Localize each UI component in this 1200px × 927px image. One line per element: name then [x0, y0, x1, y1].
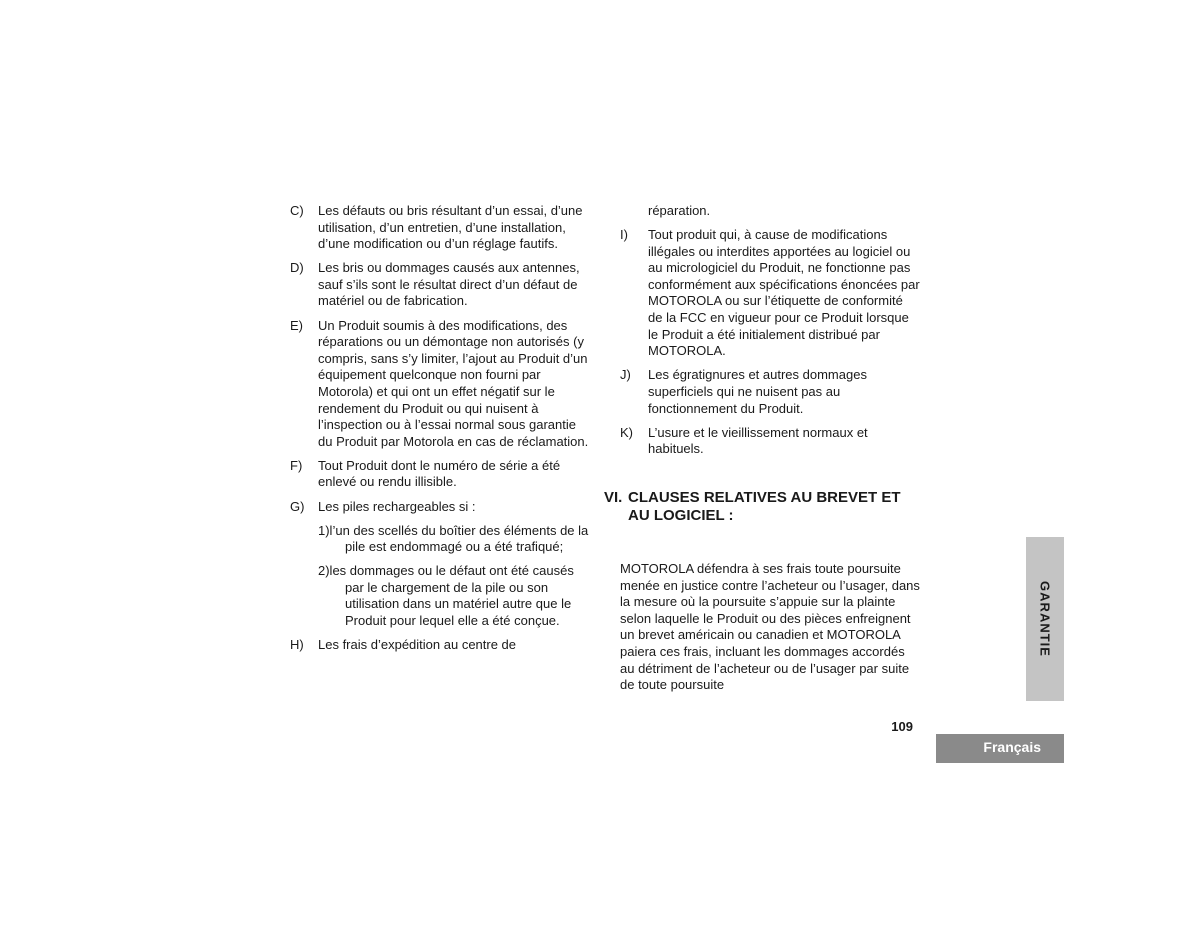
list-marker: K) — [620, 424, 633, 440]
side-tab-label: GARANTIE — [1037, 581, 1053, 657]
list-item-text: Les égratignures et autres dommages superficiels qui ne nuisent pas au fonctionnement du Produit. — [648, 367, 867, 416]
section-side-tab — [1026, 537, 1064, 701]
continuation-text: réparation. — [648, 203, 711, 218]
list-item — [290, 260, 590, 310]
list-item-text: Les frais d’expédition au centre de — [318, 637, 517, 653]
section-number: VI. — [604, 489, 623, 506]
sub-list-item: 1)l’un des scellés du boîtier des éléments de la pile est endommagé ou a été trafiqué; — [318, 522, 589, 555]
left-column — [290, 203, 590, 661]
list-item — [290, 499, 590, 516]
list-item-text: Tout produit qui, à cause de modifications illégales ou interdites apportées au logiciel ou au micrologiciel du Produit, ne fonctionne pas conformément aux spécifications énoncées par MOTOROLA ou sur l’étiquette de conformité de la FCC en vigueur pour ce Produit lorsque le Produit a été initialement distribué par MOTOROLA. — [648, 227, 920, 359]
section-title: CLAUSES RELATIVES AU BREVET ET AU LOGICIEL : — [628, 489, 901, 524]
list-marker: D) — [290, 260, 304, 276]
section-heading — [604, 489, 924, 525]
list-marker: E) — [290, 317, 303, 333]
page-number: 109 — [891, 719, 913, 734]
list-marker: G) — [290, 498, 305, 514]
list-marker: J) — [620, 367, 631, 383]
list-item — [290, 637, 590, 654]
list-marker: C) — [290, 203, 304, 218]
right-column — [620, 203, 920, 465]
list-item-text: Les bris ou dommages causés aux antennes, sauf s’ils sont le résultat direct d’un défaut de matériel ou de fabrication. — [318, 260, 580, 309]
language-tab: Français — [936, 734, 1064, 763]
sub-list-item: 2)les dommages ou le défaut ont été causés par le chargement de la pile ou son utilisation dans un matériel autre que le Produit pour lequel elle a été conçue. — [318, 563, 574, 629]
list-item — [620, 367, 920, 417]
list-item-text: Un Produit soumis à des modifications, des réparations ou un démontage non autorisés (y compris, sans s’y limiter, l’ajout au Produit d’un équipement quelconque non fourni par Motorola) et qui ont un effet négatif sur le rendement du Produit ou qui nuisent à l’inspection ou à l’essai normal sous garantie du Produit par Motorola en cas de réclamation. — [318, 317, 589, 449]
list-item — [290, 318, 590, 451]
list-marker: H) — [290, 637, 304, 653]
list-marker: F) — [290, 457, 303, 473]
list-item — [620, 227, 920, 360]
list-marker: I) — [620, 227, 628, 243]
list-item — [290, 458, 590, 491]
list-item-text: Les piles rechargeables si : — [318, 498, 476, 514]
list-item-text: L’usure et le vieillissement normaux et habituels. — [648, 424, 868, 457]
list-item — [290, 203, 590, 253]
list-item — [620, 425, 920, 458]
section-paragraph: MOTOROLA défendra à ses frais toute poursuite menée en justice contre l’acheteur ou l’usager, dans la mesure où la poursuite s’appuie sur la plainte selon laquelle le Produit ou des pièces enfreignent un brevet américain ou canadien et MOTOROLA paiera ces frais, incluant les dommages accordés au détriment de l’acheteur ou de l’usager par suite de toute poursuite — [620, 561, 920, 693]
list-item-text: Tout Produit dont le numéro de série a été enlevé ou rendu illisible. — [318, 457, 561, 490]
list-item-text: Les défauts ou bris résultant d’un essai, d’une utilisation, d’un entretien, d’une installation, d’une modification ou d’un réglage fautifs. — [318, 203, 583, 252]
